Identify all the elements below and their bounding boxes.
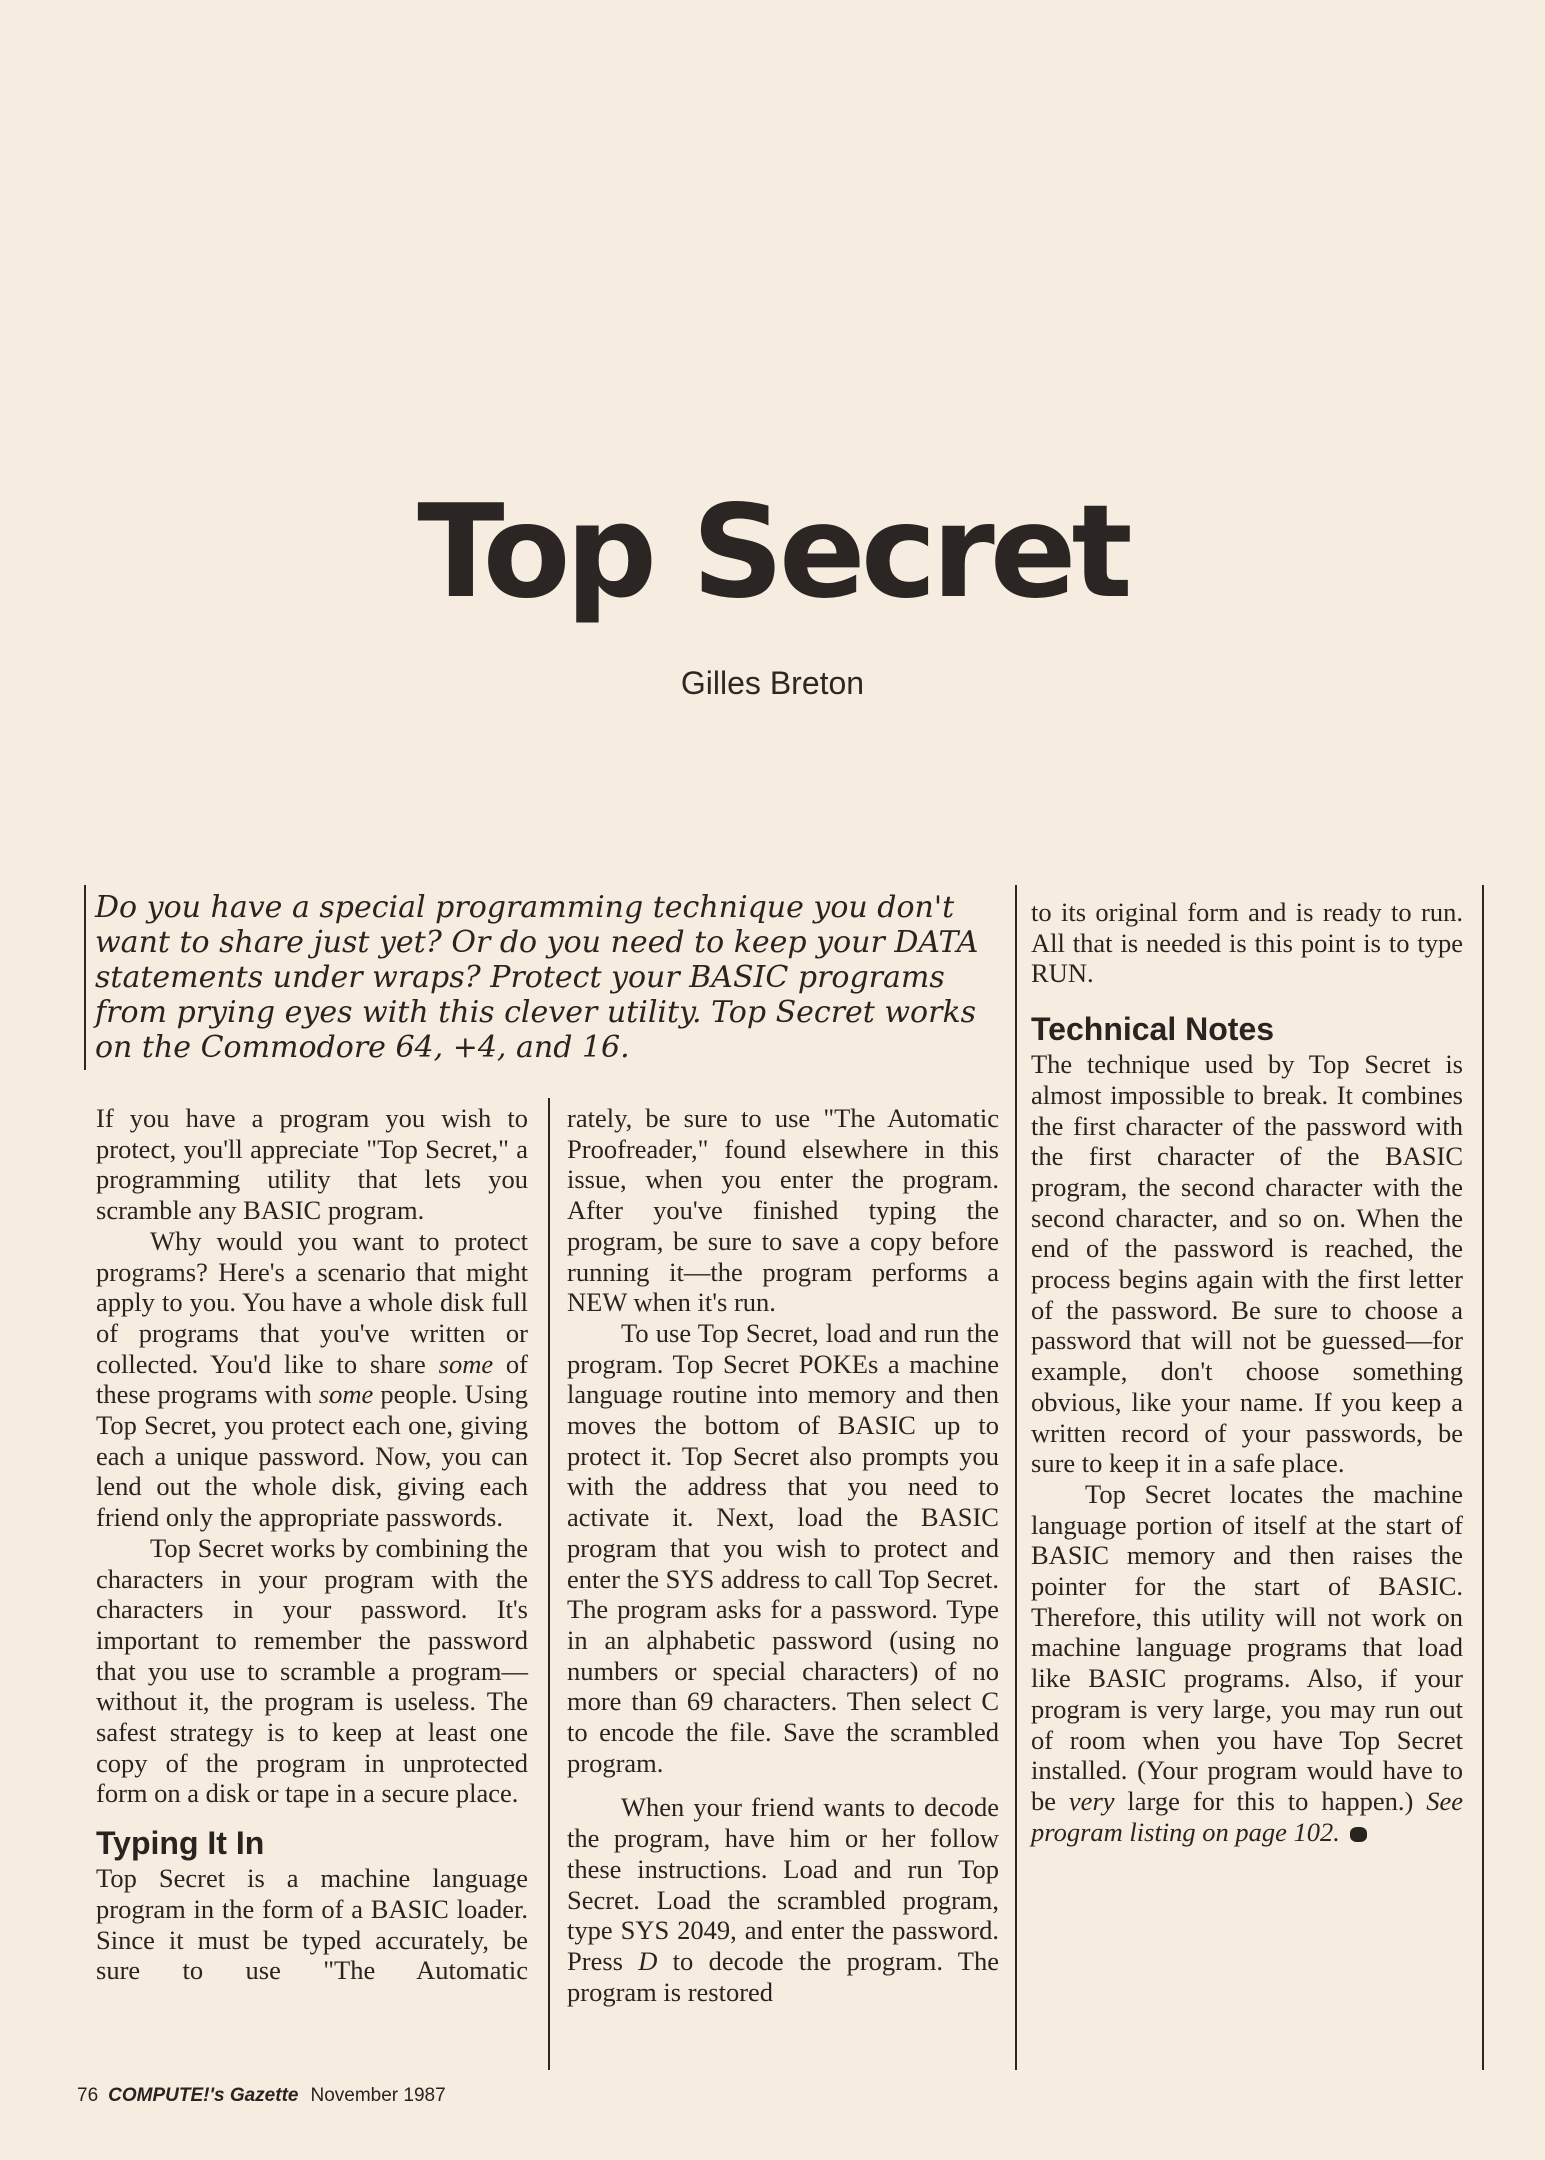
emphasis-text: very	[1068, 1785, 1115, 1816]
body-column-1	[96, 1103, 528, 1985]
body-column-3	[1031, 897, 1463, 1847]
article-deck: Do you have a special programming technique you don't want to share just yet? Or do you need to keep your DATA statements under wraps? Protect your BASIC programs from prying eyes with this clever utility. Top Secret works on the Commodore 64, +4, and 16.	[95, 890, 979, 1065]
text-run: Why would you want to protect programs? Here's a scenario that might apply to you. You have a whole disk full of programs that you've written or collected. You'd like to share	[96, 1225, 528, 1379]
end-of-article-mark-icon	[1350, 1827, 1367, 1842]
paragraph: Top Secret is a machine language program in the form of a BASIC loader. Since it must be typed accurately, be sure to use "The Automatic	[96, 1863, 528, 1986]
paragraph: rately, be sure to use "The Automatic Proofreader," found elsewhere in this issue, when you enter the program. After you've finished typing the program, be sure to save a copy before running it—the program performs a NEW when it's run.	[567, 1103, 999, 1318]
column-rule-1	[548, 1098, 550, 2070]
paragraph	[567, 1792, 999, 2007]
page-footer	[77, 2084, 446, 2108]
text-run: to decode the program. The program is restored	[567, 1945, 999, 2007]
paragraph	[96, 1226, 528, 1533]
deck-left-rule	[84, 885, 86, 1070]
paragraph: To use Top Secret, load and run the program. Top Secret POKEs a machine language routine into memory and then moves the bottom of BASIC up to protect it. Top Secret also prompts you with the address that you need to activate it. Next, load the BASIC program that you wish to protect and enter the SYS address to call Top Secret. The program asks for a password. Type in an alphabetic password (using no numbers or special characters) of no more than 69 characters. Then select C to encode the file. Save the scrambled program.	[567, 1317, 999, 1778]
program-listing-reference: See program listing on page 102.	[1031, 1785, 1463, 1847]
paragraph: If you have a program you wish to protect, you'll appreciate "Top Secret," a programming utility that lets you scramble any BASIC program.	[96, 1103, 528, 1226]
emphasis-text: some	[318, 1379, 374, 1410]
issue-date: November 1987	[310, 2085, 446, 2106]
magazine-name: COMPUTE!'s Gazette	[108, 2085, 299, 2106]
body-column-2	[567, 1103, 999, 2007]
column-rule-3	[1482, 885, 1484, 2070]
emphasis-text: D	[638, 1945, 658, 1976]
text-run: When your friend wants to decode the program, have him or her follow these instructions. Load and run Top Secret. Load the scrambled program, type SYS 2049, and enter the password. Press	[567, 1792, 999, 1976]
section-heading-technical-notes: Technical Notes	[1031, 1011, 1275, 1048]
text-run: Top Secret locates the machine language portion of itself at the start of BASIC memory and then raises the pointer for the start of BASIC. Therefore, this utility will not work on machine language programs that load like BASIC programs. Also, if your program is very large, you may run out of room when you have Top Secret installed. (Your program would have to be	[1031, 1478, 1463, 1816]
column-rule-2	[1015, 885, 1017, 2070]
text-run: large for this to happen.)	[1114, 1785, 1414, 1816]
author-byline: Gilles Breton	[680, 665, 865, 701]
text-run: people. Using Top Secret, you protect each one, giving each a unique password. Now, you can lend out the whole disk, giving each friend only the appropriate passwords.	[96, 1379, 528, 1533]
paragraph	[1031, 1479, 1463, 1847]
page-number: 76	[77, 2085, 99, 2106]
paragraph: to its original form and is ready to run. All that is needed is this point is to type RUN.	[1031, 897, 1463, 989]
article-title: Top Secret	[417, 478, 1128, 627]
paragraph: The technique used by Top Secret is almost impossible to break. It combines the first character of the password with the first character of the BASIC program, the second character with the second character, and so on. When the end of the password is reached, the process begins again with the first letter of the password. Be sure to choose a password that will not be guessed—for example, don't choose something obvious, like your name. If you keep a written record of your passwords, be sure to keep it in a safe place.	[1031, 1049, 1463, 1479]
paragraph: Top Secret works by combining the characters in your program with the characters in your password. It's important to remember the password that you use to scramble a program—without it, the program is useless. The safest strategy is to keep at least one copy of the program in unprotected form on a disk or tape in a secure place.	[96, 1532, 528, 1809]
emphasis-text: some	[438, 1348, 494, 1379]
text-run: of these programs with	[96, 1348, 528, 1410]
section-heading-typing-it-in: Typing It In	[96, 1825, 265, 1862]
